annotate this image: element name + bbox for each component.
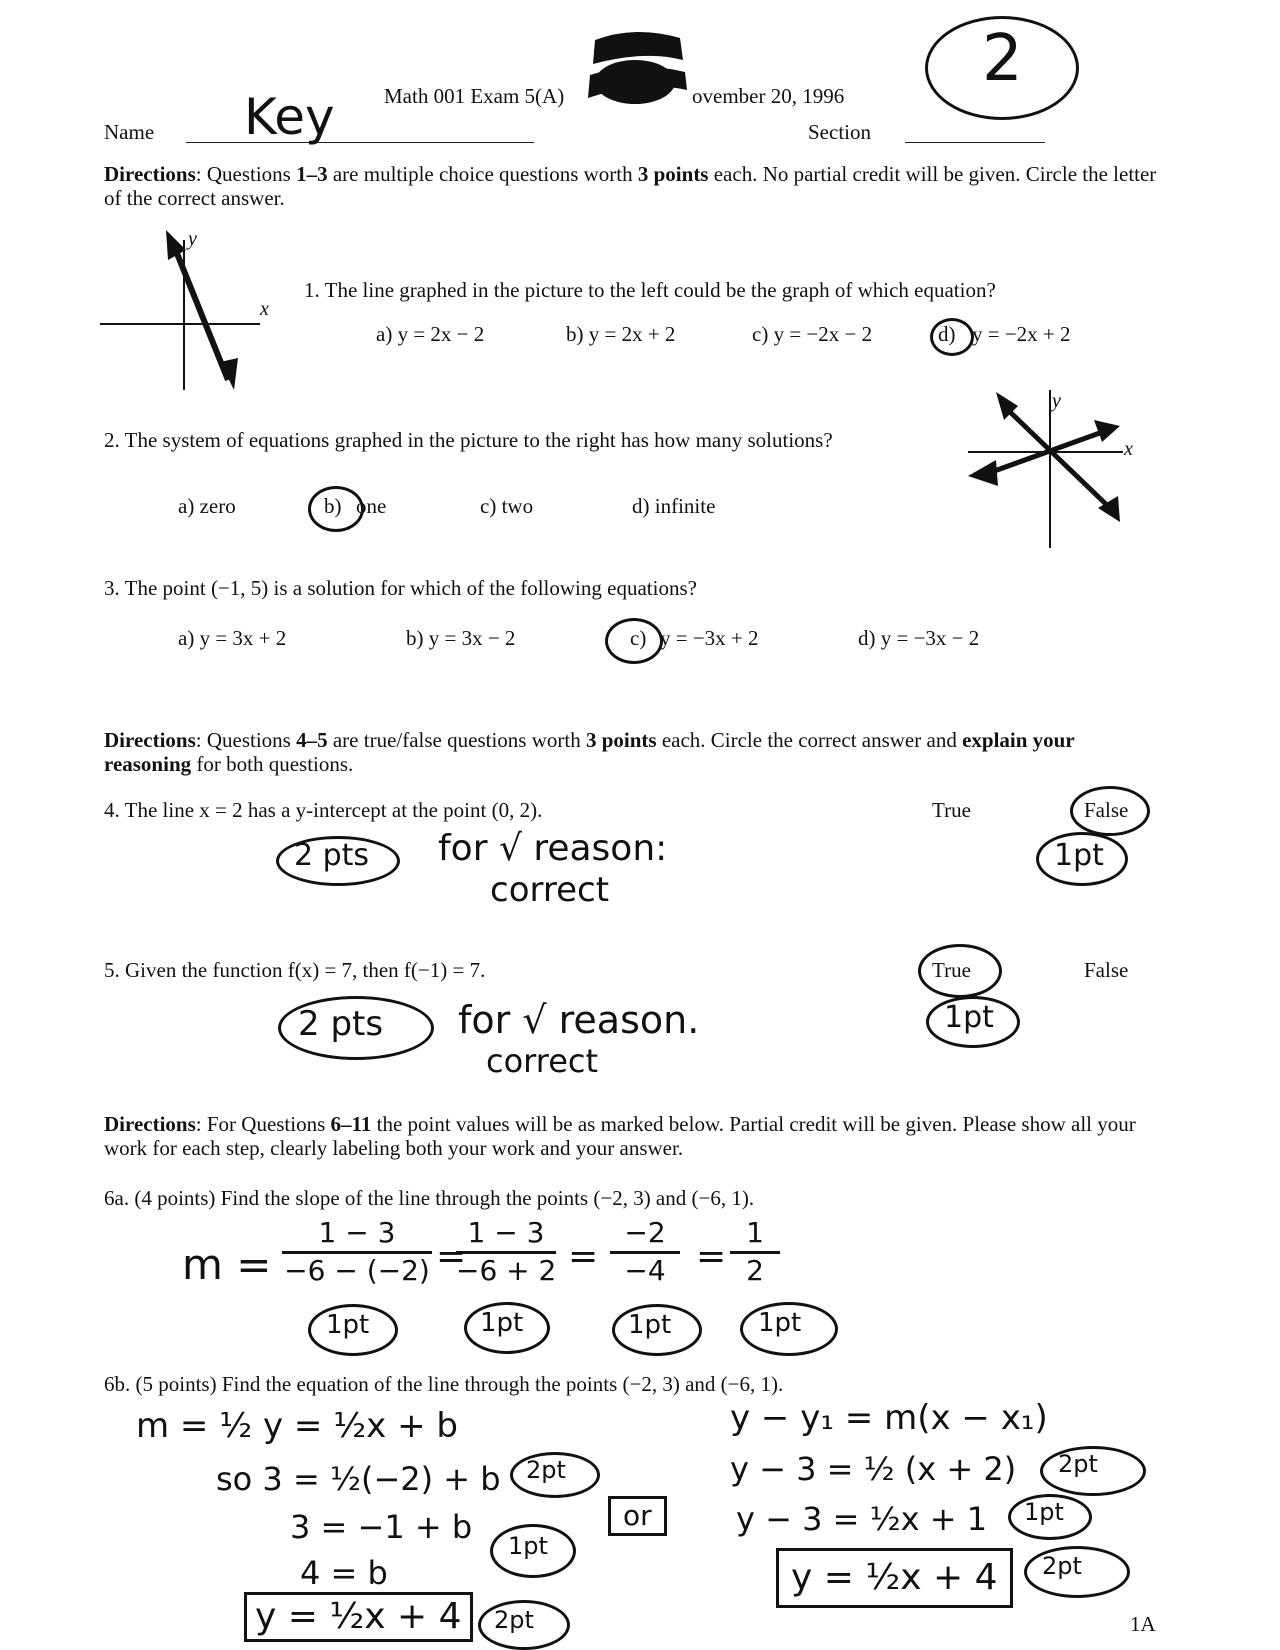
q6a-f1-num: 1 − 3: [282, 1216, 432, 1254]
q1-option-c[interactable]: c) y = −2x − 2: [752, 322, 873, 346]
q6a-m-label: m =: [182, 1240, 272, 1289]
q1-option-b[interactable]: b) y = 2x + 2: [566, 322, 676, 346]
q3-option-d[interactable]: d) y = −3x − 2: [858, 626, 980, 650]
q4-false[interactable]: False: [1084, 798, 1129, 822]
name-value: Key: [244, 88, 335, 146]
directions-1: Directions: Questions 1–3 are multiple choice questions worth 3 points each. No partial credit will be given. Circle the letter of the correct answer.: [104, 162, 1157, 210]
q5-mark-1pt: 1pt: [944, 1000, 994, 1035]
q5-true[interactable]: True: [932, 958, 971, 982]
directions-3: Directions: For Questions 6–11 the point values will be as marked below. Partial credit will be given. Please show all your work for each step, clearly labeling both your work and your answer.: [104, 1112, 1136, 1160]
q3-option-c[interactable]: y = −3x + 2: [660, 626, 759, 650]
q6a-eq-2: =: [568, 1236, 599, 1277]
q6a-fraction-3: [610, 1216, 680, 1287]
q6a-f4-den: 2: [746, 1254, 764, 1287]
q2-graph: [968, 390, 1138, 550]
name-label: Name: [104, 120, 155, 144]
q6b-or-label: or: [608, 1496, 667, 1536]
q6b-left-line-2: so 3 = ½(−2) + b: [216, 1460, 501, 1498]
q6b-left-answer: y = ½x + 4: [244, 1592, 473, 1642]
q5-mark-reason: for √ reason.: [458, 998, 700, 1042]
q6a-f2-num: 1 − 3: [456, 1216, 556, 1254]
q2-axis-x: x: [1124, 438, 1133, 460]
q6b-right-line-1: y − y₁ = m(x − x₁): [730, 1398, 1048, 1438]
q6a-fraction-1: [282, 1216, 432, 1287]
q2-option-d[interactable]: d) infinite: [632, 494, 716, 518]
q6b-left-line-3: 3 = −1 + b: [290, 1508, 473, 1546]
q1-option-d[interactable]: y = −2x + 2: [972, 322, 1071, 346]
q4-mark-correct: correct: [490, 870, 610, 910]
q6b-mark-1: 2pt: [526, 1456, 566, 1484]
q6b-text: 6b. (5 points) Find the equation of the line through the points (−2, 3) and (−6, 1).: [104, 1372, 784, 1396]
q4-mark-pts: 2 pts: [294, 838, 370, 873]
q5-text: 5. Given the function f(x) = 7, then f(−1) = 7.: [104, 958, 486, 982]
q6b-left-line-1: m = ½ y = ½x + b: [136, 1406, 458, 1446]
q6a-mark-1: 1pt: [326, 1310, 370, 1340]
q6a-eq-3: =: [696, 1236, 727, 1277]
q4-mark-reason: for √ reason:: [438, 828, 668, 869]
q2-option-b[interactable]: one: [356, 494, 387, 518]
q2-axis-y: y: [1052, 390, 1061, 412]
q2-option-a[interactable]: a) zero: [178, 494, 236, 518]
q6a-fraction-4: [730, 1216, 780, 1287]
q1-axis-y: y: [188, 228, 197, 250]
q5-mark-pts: 2 pts: [298, 1004, 384, 1044]
q6a-f2-den: −6 + 2: [456, 1254, 557, 1287]
q6b-left-line-4: 4 = b: [300, 1554, 388, 1592]
name-line: [186, 142, 534, 143]
q6a-mark-3: 1pt: [628, 1310, 672, 1340]
q1-option-a[interactable]: a) y = 2x − 2: [376, 322, 485, 346]
q3-option-b[interactable]: b) y = 3x − 2: [406, 626, 516, 650]
q1-text: 1. The line graphed in the picture to the left could be the graph of which equation?: [304, 278, 996, 302]
q6a-f1-den: −6 − (−2): [284, 1254, 430, 1287]
q6b-right-answer: y = ½x + 4: [776, 1548, 1013, 1608]
q3-option-c-letter[interactable]: c): [630, 626, 647, 650]
q6b-mark-4: 2pt: [1058, 1450, 1098, 1478]
q3-text: 3. The point (−1, 5) is a solution for which of the following equations?: [104, 576, 697, 600]
q6a-eq-1: =: [436, 1236, 467, 1277]
q1-graph: [100, 230, 270, 400]
q6b-mark-2: 1pt: [508, 1532, 548, 1560]
q6b-right-line-2: y − 3 = ½ (x + 2): [730, 1450, 1017, 1488]
q1-option-d-letter[interactable]: d): [938, 322, 956, 346]
q2-option-c[interactable]: c) two: [480, 494, 534, 518]
version-mark: 2: [982, 22, 1023, 96]
directions-2: Directions: Questions 4–5 are true/false questions worth 3 points each. Circle the correct answer and explain your reasoning for both questions.: [104, 728, 1075, 776]
section-line: [905, 142, 1045, 143]
q1-axis-x: x: [260, 298, 269, 320]
q6a-mark-2: 1pt: [480, 1308, 524, 1338]
exam-date: ovember 20, 1996: [692, 84, 845, 108]
q6a-f4-num: 1: [730, 1216, 780, 1254]
q6b-mark-6: 2pt: [1042, 1552, 1082, 1580]
exam-title: Math 001 Exam 5(A): [384, 84, 565, 108]
q6b-right-line-3: y − 3 = ½x + 1: [736, 1500, 988, 1538]
q2-option-b-letter[interactable]: b): [324, 494, 342, 518]
q4-mark-1pt: 1pt: [1054, 838, 1104, 873]
q6b-mark-5: 1pt: [1024, 1498, 1064, 1526]
q4-text: 4. The line x = 2 has a y-intercept at the point (0, 2).: [104, 798, 543, 822]
section-label: Section: [808, 120, 871, 144]
q5-mark-correct: correct: [486, 1042, 599, 1080]
q6a-text: 6a. (4 points) Find the slope of the line through the points (−2, 3) and (−6, 1).: [104, 1186, 755, 1210]
q2-text: 2. The system of equations graphed in the picture to the right has how many solutions?: [104, 428, 833, 452]
page-code: 1A: [1130, 1612, 1156, 1636]
q6a-f3-den: −4: [624, 1254, 666, 1287]
q6a-f3-num: −2: [610, 1216, 680, 1254]
q5-false[interactable]: False: [1084, 958, 1129, 982]
q4-true[interactable]: True: [932, 798, 971, 822]
q6b-mark-3: 2pt: [494, 1606, 534, 1634]
redaction-blot: [585, 20, 690, 115]
q6a-mark-4: 1pt: [758, 1308, 802, 1338]
q6a-fraction-2: [456, 1216, 556, 1287]
q3-option-a[interactable]: a) y = 3x + 2: [178, 626, 287, 650]
